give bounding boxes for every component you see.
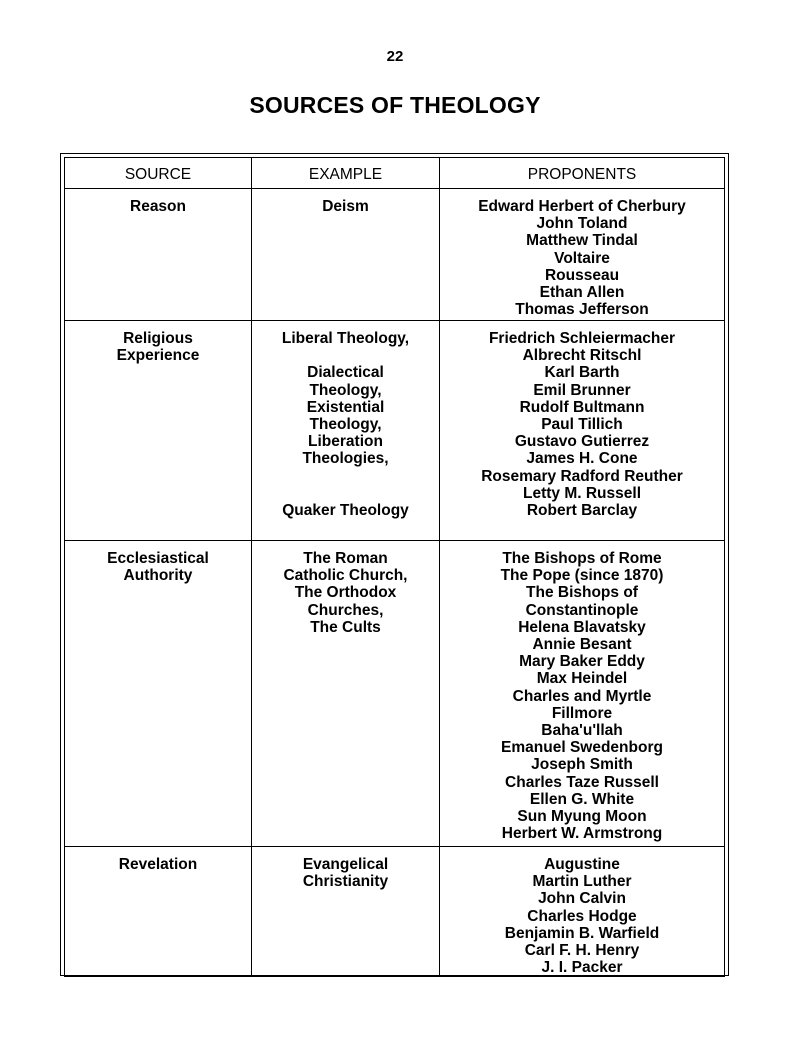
column-header-proponents: PROPONENTS: [440, 158, 725, 189]
table-row: [65, 847, 725, 977]
cell-line: Experience: [116, 347, 200, 365]
cell-line: Ecclesiastical: [107, 550, 209, 567]
cell-line: Theology,: [309, 416, 382, 433]
cell-line: Constantinople: [525, 601, 639, 619]
cell-line: Charles and Myrtle: [512, 687, 652, 705]
cell-line: Catholic Church,: [283, 567, 408, 585]
cell-line: The Orthodox: [294, 584, 397, 602]
cell-line: Religious: [123, 330, 193, 347]
sources-table: [64, 157, 725, 977]
cell-line: Max Heindel: [536, 670, 628, 688]
cell-line: Liberation: [308, 433, 383, 451]
proponents-cell: [440, 189, 725, 321]
example-cell: [252, 541, 440, 847]
cell-line: The Roman: [303, 550, 388, 567]
cell-line: Helena Blavatsky: [518, 618, 646, 636]
cell-line: Rudolf Bultmann: [519, 398, 645, 416]
proponents-cell: [440, 541, 725, 847]
page-title: SOURCES OF THEOLOGY: [249, 92, 541, 118]
cell-line: Authority: [123, 567, 193, 585]
cell-line: Mary Baker Eddy: [519, 653, 645, 671]
cell-line: Rosemary Radford Reuther: [481, 467, 683, 485]
cell-line: Charles Hodge: [527, 907, 637, 925]
cell-line: Revelation: [118, 856, 198, 873]
cell-line: Baha'u'llah: [541, 722, 623, 740]
source-cell: [65, 847, 252, 977]
cell-line: Churches,: [307, 601, 384, 619]
source-cell: [65, 189, 252, 321]
table-row: [65, 321, 725, 541]
cell-line: Existential: [306, 398, 385, 416]
cell-line: Benjamin B. Warfield: [504, 924, 660, 942]
proponents-cell: [440, 847, 725, 977]
line-gap: [252, 468, 439, 485]
table-header-row: [65, 158, 725, 189]
cell-line: Martin Luther: [532, 873, 632, 891]
cell-line: Gustavo Gutierrez: [514, 433, 650, 451]
cell-line: Augustine: [544, 856, 620, 873]
cell-line: Robert Barclay: [526, 502, 638, 520]
sources-table-frame: [60, 153, 729, 976]
cell-line: Ellen G. White: [529, 790, 635, 808]
cell-line: James H. Cone: [526, 450, 638, 468]
cell-line: Annie Besant: [532, 636, 632, 654]
cell-line: The Bishops of Rome: [502, 550, 662, 567]
cell-line: Charles Taze Russell: [505, 773, 659, 791]
cell-line: John Calvin: [538, 890, 626, 908]
cell-line: Deism: [322, 198, 369, 215]
table-row: [65, 541, 725, 847]
column-header-example: EXAMPLE: [252, 158, 440, 189]
line-gap: [252, 347, 439, 364]
cell-line: Letty M. Russell: [523, 484, 641, 502]
cell-line: The Bishops of: [526, 584, 638, 602]
cell-line: Sun Myung Moon: [517, 808, 647, 826]
cell-line: Rousseau: [544, 266, 620, 284]
page-number: 22: [386, 48, 404, 65]
cell-line: Quaker Theology: [282, 501, 409, 519]
cell-line: Herbert W. Armstrong: [501, 825, 663, 843]
cell-line: Karl Barth: [544, 364, 620, 382]
cell-line: Fillmore: [551, 704, 613, 722]
source-cell: [65, 321, 252, 541]
cell-line: The Pope (since 1870): [500, 567, 664, 585]
cell-line: Albrecht Ritschl: [522, 347, 642, 365]
cell-line: J. I. Packer: [541, 959, 623, 977]
column-header-source: SOURCE: [65, 158, 252, 189]
cell-line: Carl F. H. Henry: [524, 942, 640, 960]
example-cell: [252, 189, 440, 321]
cell-line: Theology,: [309, 381, 382, 399]
cell-line: John Toland: [536, 215, 628, 233]
source-cell: [65, 541, 252, 847]
cell-line: Emanuel Swedenborg: [501, 739, 663, 757]
cell-line: Liberal Theology,: [281, 330, 410, 347]
line-gap: [252, 485, 439, 502]
cell-line: Ethan Allen: [539, 284, 625, 302]
table-row: [65, 189, 725, 321]
cell-line: Emil Brunner: [533, 381, 631, 399]
cell-line: Voltaire: [554, 249, 610, 267]
cell-line: Christianity: [302, 873, 389, 891]
cell-line: Thomas Jefferson: [515, 301, 649, 319]
cell-line: Edward Herbert of Cherbury: [478, 198, 686, 215]
cell-line: Theologies,: [302, 450, 389, 468]
example-cell: [252, 321, 440, 541]
example-cell: [252, 847, 440, 977]
cell-line: Evangelical: [302, 856, 389, 873]
proponents-cell: [440, 321, 725, 541]
cell-line: Matthew Tindal: [526, 232, 638, 250]
cell-line: Joseph Smith: [531, 756, 633, 774]
cell-line: Paul Tillich: [541, 416, 623, 434]
cell-line: The Cults: [310, 618, 381, 636]
cell-line: Dialectical: [307, 364, 384, 382]
cell-line: Friedrich Schleiermacher: [488, 330, 676, 347]
cell-line: Reason: [130, 198, 186, 215]
